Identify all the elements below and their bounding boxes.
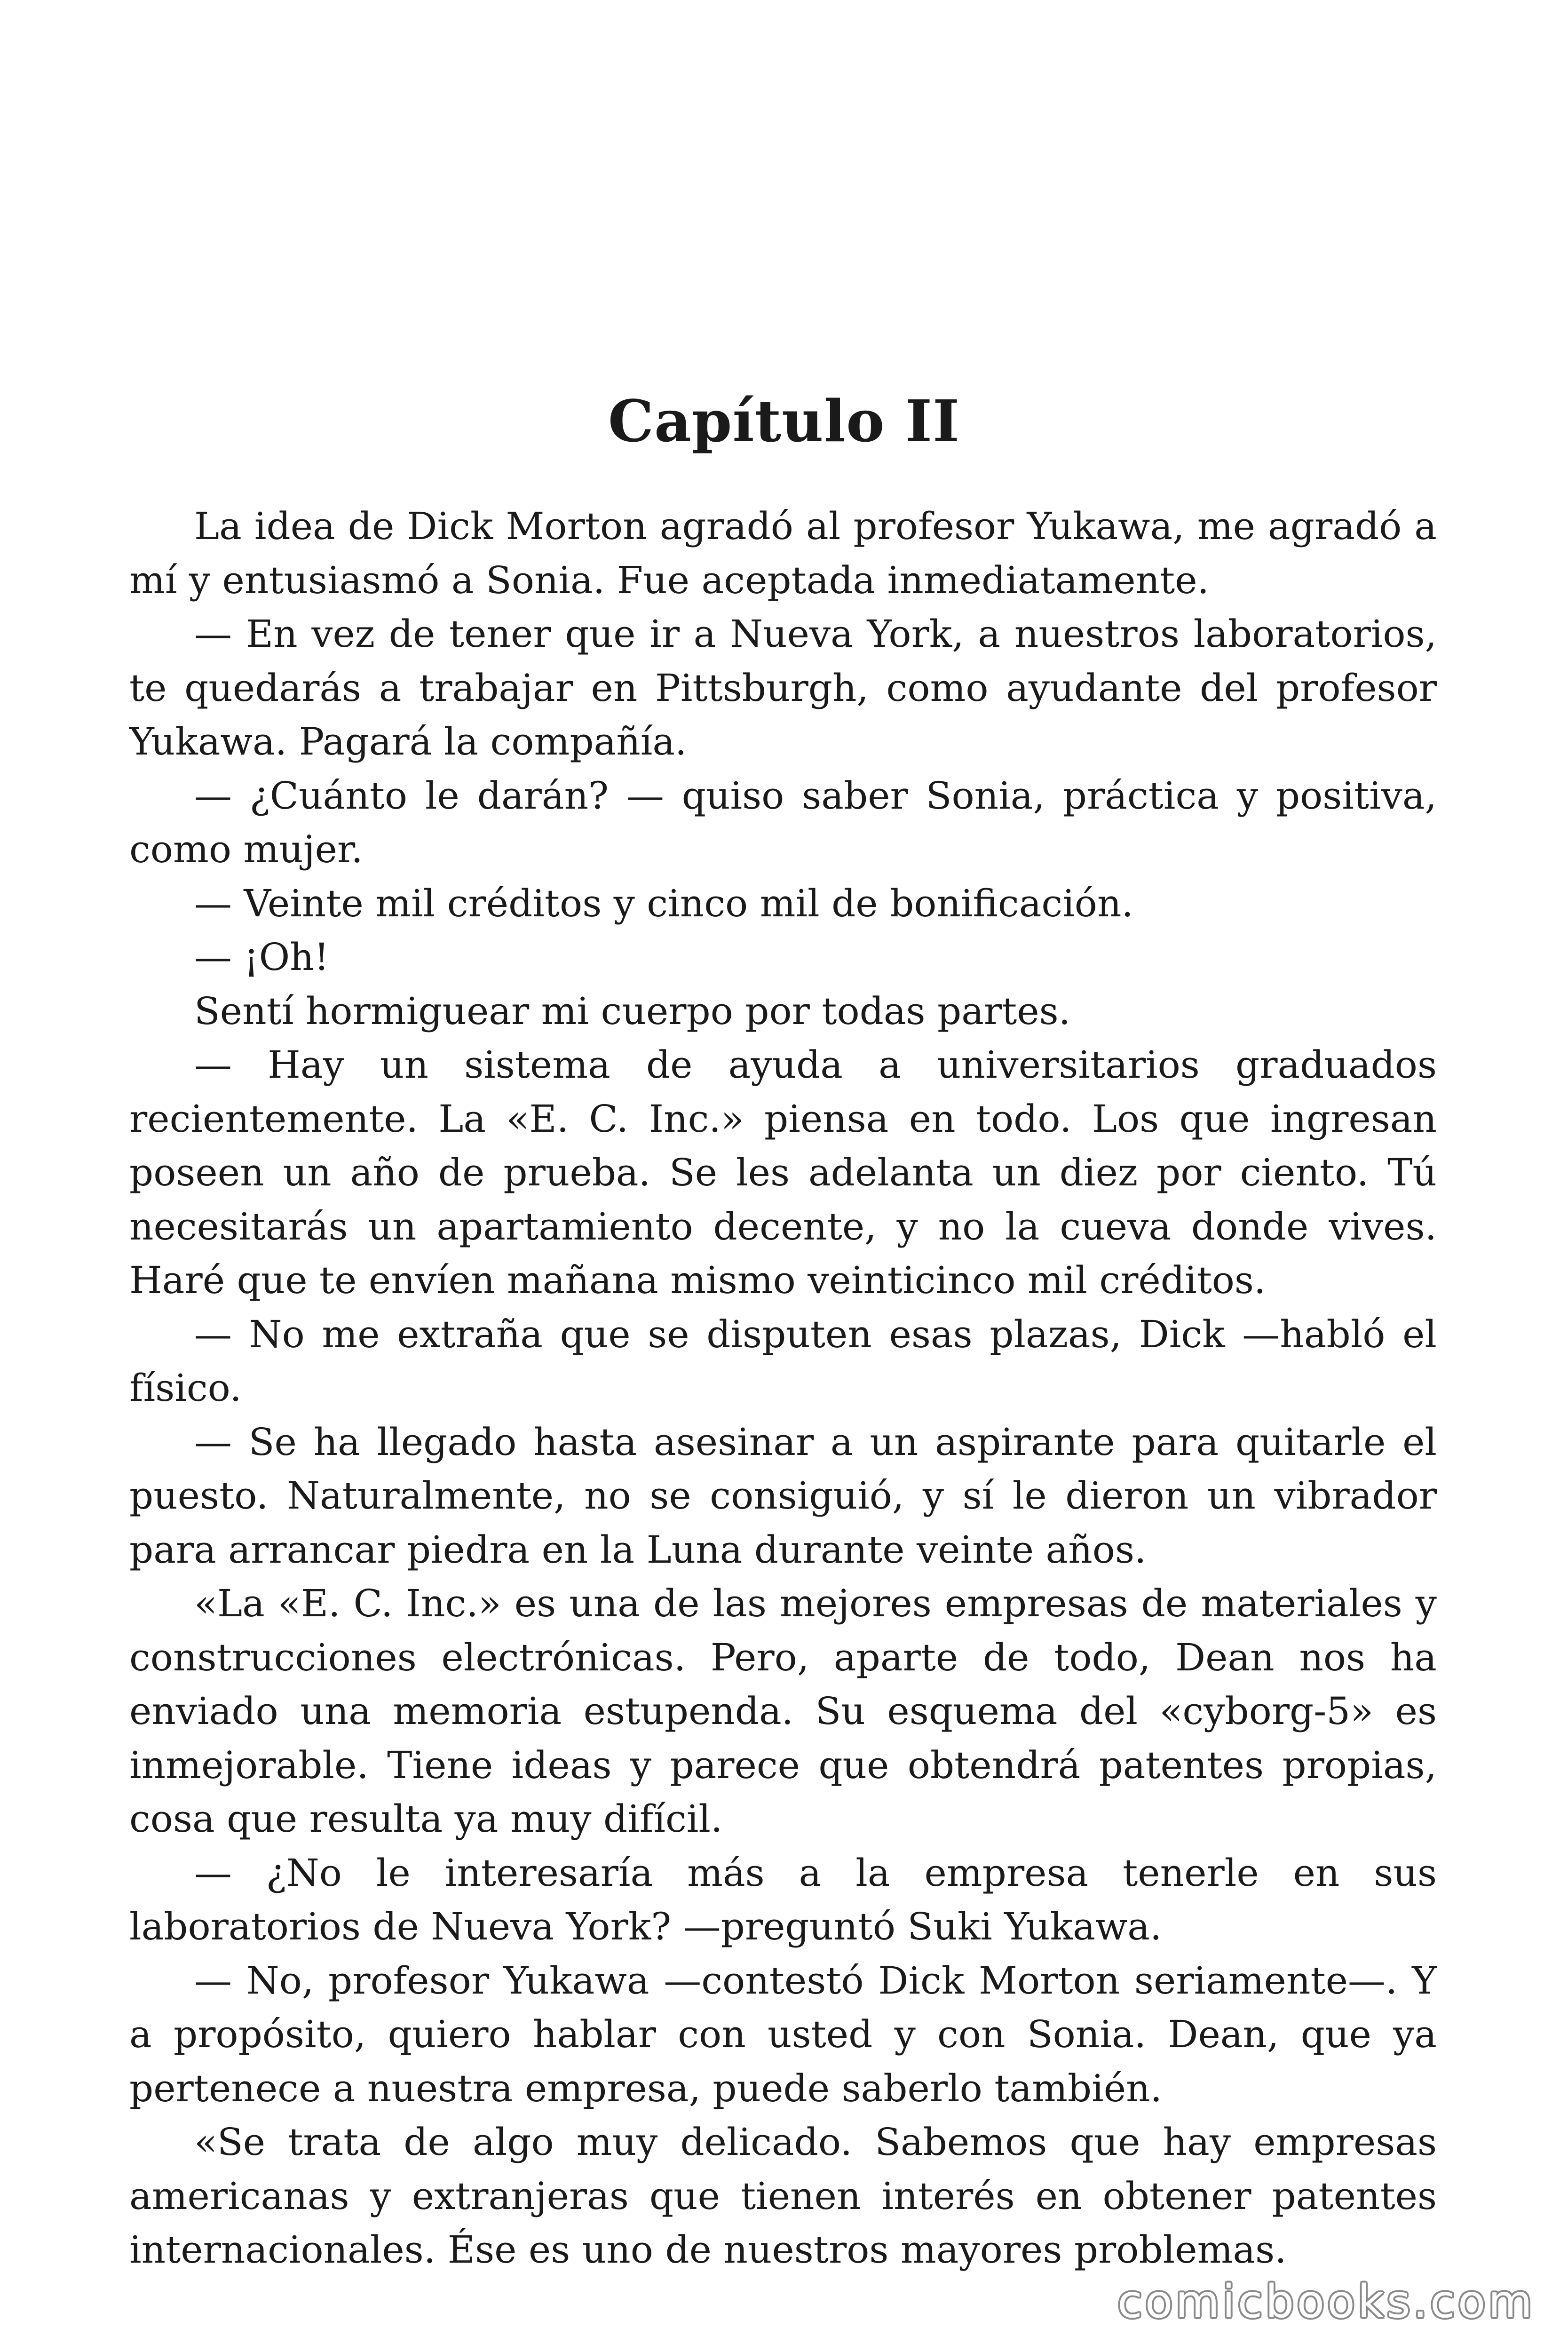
paragraph: «Se trata de algo muy delicado. Sabemos que hay empresas americanas y extranjeras que tienen interés en obtener patentes internacionales. Ése es uno de nuestros mayores problemas.: [129, 2120, 1437, 2272]
watermark-logo: comicbooks.com: [1117, 2275, 1535, 2328]
paragraph: — En vez de tener que ir a Nueva York, a nuestros laboratorios, te quedarás a trabajar en Pittsburgh, como ayudante del profesor Yukawa. Pagará la compañía.: [129, 612, 1437, 763]
paragraph: — No me extraña que se disputen esas plazas, Dick —habló el físico.: [129, 1312, 1437, 1410]
paragraph: La idea de Dick Morton agradó al profesor Yukawa, me agradó a mí y entusiasmó a Sonia. Fue aceptada inmediatamente.: [129, 504, 1437, 602]
paragraph: — ¿No le interesaría más a la empresa tenerle en sus laboratorios de Nueva York? —preguntó Suki Yukawa.: [129, 1851, 1437, 1948]
paragraph: — Veinte mil créditos y cinco mil de bonificación.: [194, 881, 1133, 925]
chapter-title: Capítulo II: [608, 387, 960, 455]
paragraph: — ¿Cuánto le darán? — quiso saber Sonia, práctica y positiva, como mujer.: [129, 773, 1437, 871]
paragraph: — No, profesor Yukawa —contestó Dick Morton seriamente—. Y a propósito, quiero hablar con usted y con Sonia. Dean, que ya pertenece a nuestra empresa, puede saberlo también.: [129, 1958, 1437, 2110]
paragraph: Sentí hormiguear mi cuerpo por todas partes.: [194, 989, 1071, 1033]
paragraph: — Hay un sistema de ayuda a universitarios graduados recientemente. La «E. C. Inc.» piensa en todo. Los que ingresan poseen un año de prueba. Se les adelanta un diez por ciento. Tú necesitarás un apartamiento decente, y no la cueva donde vives. Haré que te envíen mañana mismo veinticinco mil créditos.: [129, 1043, 1437, 1302]
chapter-body: [129, 500, 1437, 2277]
paragraph: «La «E. C. Inc.» es una de las mejores empresas de materiales y construcciones electrónicas. Pero, aparte de todo, Dean nos ha enviado una memoria estupenda. Su esquema del «cyborg-5» es inmejorable. Tiene ideas y parece que obtendrá patentes propias, cosa que resulta ya muy difícil.: [129, 1581, 1437, 1841]
paragraph: — Se ha llegado hasta asesinar a un aspirante para quitarle el puesto. Naturalmente, no se consiguió, y sí le dieron un vibrador para arrancar piedra en la Luna durante veinte años.: [129, 1420, 1437, 1572]
paragraph: — ¡Oh!: [194, 935, 329, 979]
